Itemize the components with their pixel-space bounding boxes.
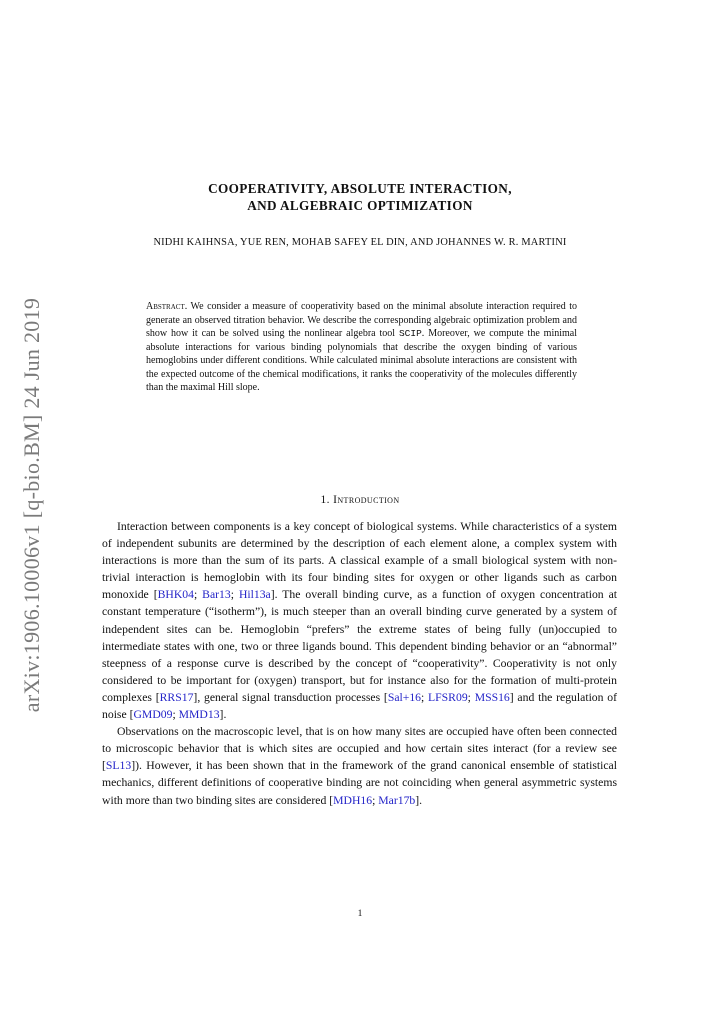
abstract-text-part-2: . Moreover, we compute the minimal absolute interactions for various binding polynomials that describe the oxygen binding of various hemoglobins under different conditions. While calculated minimal absolute interactions are consistent with the expected outcome of the chemical modifications, it ranks the cooperativity of the molecules differently than the maximal Hill slope.	[146, 328, 578, 393]
paragraph-1-text: Interaction between components is a key concept of biological systems. While characteristics of a system of independent subunits are determined by the description of each element alone, a complex system with interactions is more than the sum of its parts. A classical example of a small biological system with non-trivial interaction is hemoglobin with its four binding sites for oxygen or other ligands such as carbon monoxide [	[102, 520, 617, 602]
citation-link[interactable]: BHK04	[157, 588, 194, 602]
citation-link[interactable]: RRS17	[159, 690, 194, 704]
citation-link[interactable]: Bar13	[202, 588, 231, 602]
paragraph-1-text: ].	[219, 708, 227, 722]
citation-link[interactable]: LFSR09	[428, 690, 468, 704]
abstract-tool-name: SCIP	[398, 328, 422, 339]
citation-separator: ;	[467, 690, 475, 704]
citation-link[interactable]: MSS16	[474, 690, 510, 704]
paragraph-2-text: ]). However, it has been shown that in the framework of the grand canonical ensemble of statistical mechanics, different definitions of cooperative binding are not coinciding when general asymmetric systems with more than two binding sites are considered [	[102, 759, 617, 807]
paragraph-1-text: ]. The overall binding curve, as a function of oxygen concentration at constant temperature (“isotherm”), is much steeper than an overall binding curve generated by a system of independent sites can be. Hemoglobin “prefers” the extreme states of being fully (un)occupied to intermediate states with one, two or three ligands bound. This dependent binding behavior or an “abnormal” steepness of a response curve is described by the concept of “cooperativity”. Cooperativity is not only considered to be important for (oxygen) transport, but for instance also for the formation of multi-protein complexes [	[102, 588, 618, 704]
citation-link[interactable]: MMD13	[178, 708, 220, 722]
citation-link[interactable]: Hil13a	[238, 588, 271, 602]
citation-link[interactable]: Sal+16	[387, 690, 422, 704]
introduction-body	[102, 518, 617, 809]
paragraph-2	[102, 723, 617, 808]
abstract	[146, 300, 577, 395]
page-number: 1	[357, 909, 363, 919]
abstract-label: Abstract.	[146, 301, 188, 312]
citation-separator: ;	[421, 690, 429, 704]
arxiv-id-text: arXiv:1906.10006v1 [q-bio.BM] 24 Jun 2019	[19, 297, 45, 713]
paragraph-1-text: ] and the regulation of noise [	[102, 690, 617, 722]
title-line-1: COOPERATIVITY, ABSOLUTE INTERACTION,	[208, 181, 512, 196]
paragraph-1-text: ], general signal transduction processes [	[193, 690, 388, 704]
citation-separator: ;	[230, 588, 239, 602]
citation-link[interactable]: GMD09	[133, 708, 173, 722]
abstract-text-part-1: We consider a measure of cooperativity based on the minimal absolute interaction required to generate an observed titration behavior. We describe the corresponding algebraic optimization problem and show how it can be solved using the nonlinear algebra tool	[146, 301, 577, 339]
citation-separator: ;	[172, 708, 179, 722]
arxiv-identifier-stamp	[17, 275, 47, 735]
paragraph-2-text: ].	[415, 793, 423, 807]
citation-link[interactable]: MDH16	[333, 793, 373, 807]
citation-separator: ;	[372, 793, 379, 807]
paragraph-1	[102, 518, 617, 723]
author-list: NIDHI KAIHNSA, YUE REN, MOHAB SAFEY EL DIN, AND JOHANNES W. R. MARTINI	[153, 237, 567, 248]
section-heading-introduction: 1. Introduction	[320, 494, 400, 506]
title-line-2: AND ALGEBRAIC OPTIMIZATION	[247, 198, 473, 213]
citation-separator: ;	[193, 588, 203, 602]
paragraph-2-text: Observations on the macroscopic level, that is on how many sites are occupied have often been connected to microscopic behavior that is which sites are occupied and how certain sites interact (for a review see [	[102, 725, 617, 773]
citation-link[interactable]: SL13	[105, 759, 132, 773]
citation-link[interactable]: Mar17b	[378, 793, 416, 807]
paper-title	[100, 180, 620, 214]
